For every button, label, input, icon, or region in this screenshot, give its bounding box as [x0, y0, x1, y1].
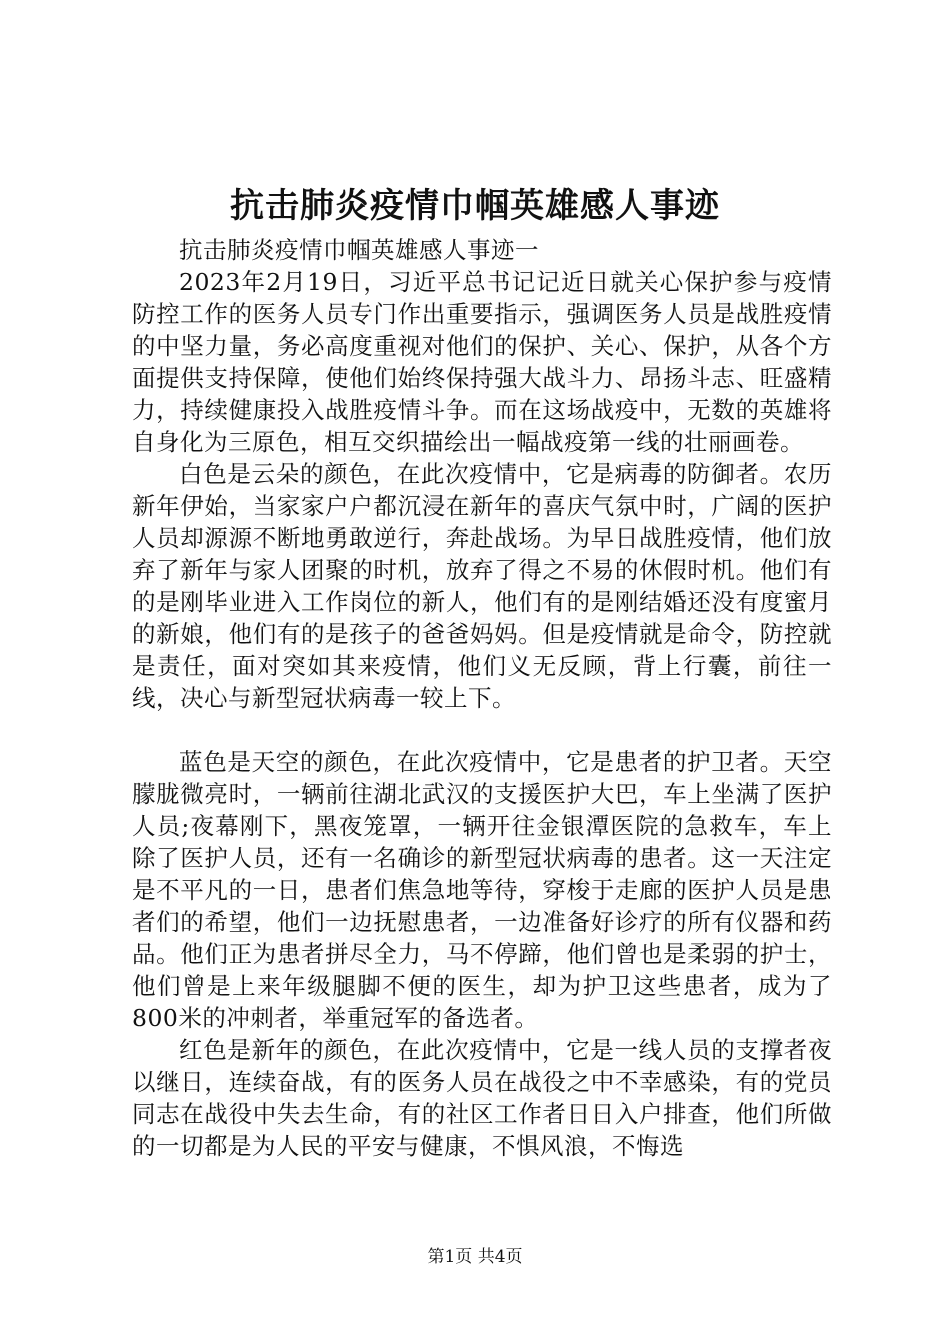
paragraph-spacer — [132, 714, 832, 746]
paragraph-1: 2023年2月19日，习近平总书记记近日就关心保护参与疫情防控工作的医务人员专门作出重要指示，强调医务人员是战胜疫情的中坚力量，务必高度重视对他们的保护、关心、保护，从各个方面提供支持保障，使他们始终保持强大战斗力、昂扬斗志、旺盛精力，持续健康投入战胜疫情斗争。而在这场战疫中，无数的英雄将自身化为三原色，相互交织描绘出一幅战疫第一线的壮丽画卷。 — [132, 268, 832, 456]
paragraph-4: 红色是新年的颜色，在此次疫情中，它是一线人员的支撑者夜以继日，连续奋战，有的医务人员在战役之中不幸感染，有的党员同志在战役中失去生命，有的社区工作者日日入户排查，他们所做的一切都是为人民的平安与健康，不惧风浪，不悔选 — [132, 1036, 832, 1160]
page-footer: 第1页 共4页 — [427, 1247, 523, 1267]
paragraph-3: 蓝色是天空的颜色，在此次疫情中，它是患者的护卫者。天空朦胧微亮时，一辆前往湖北武汉的支援医护大巴，车上坐满了医护人员;夜幕刚下，黑夜笼罩，一辆开往金银潭医院的急救车，车上除了医护人员，还有一名确诊的新型冠状病毒的患者。这一天注定是不平凡的一日，患者们焦急地等待，穿梭于走廊的医护人员是患者们的希望，他们一边抚慰患者，一边准备好诊疗的所有仪器和药品。他们正为患者拼尽全力，马不停蹄，他们曾也是柔弱的护士，他们曾是上来年级腿脚不便的医生，却为护卫这些患者，成为了800米的冲刺者，举重冠军的备选者。 — [132, 748, 832, 1032]
document-subtitle: 抗击肺炎疫情巾帼英雄感人事迹一 — [179, 236, 539, 264]
document-title: 抗击肺炎疫情巾帼英雄感人事迹 — [230, 186, 720, 226]
paragraph-2: 白色是云朵的颜色，在此次疫情中，它是病毒的防御者。农历新年伊始，当家家户户都沉浸在新年的喜庆气氛中时，广阔的医护人员却源源不断地勇敢逆行，奔赴战场。为早日战胜疫情，他们放弃了新年与家人团聚的时机，放弃了得之不易的休假时机。他们有的是刚毕业进入工作岗位的新人，他们有的是刚结婚还没有度蜜月的新娘，他们有的是孩子的爸爸妈妈。但是疫情就是命令，防控就是责任，面对突如其来疫情，他们义无反顾，背上行囊，前往一线，决心与新型冠状病毒一较上下。 — [132, 460, 832, 712]
document-body — [132, 234, 832, 1162]
